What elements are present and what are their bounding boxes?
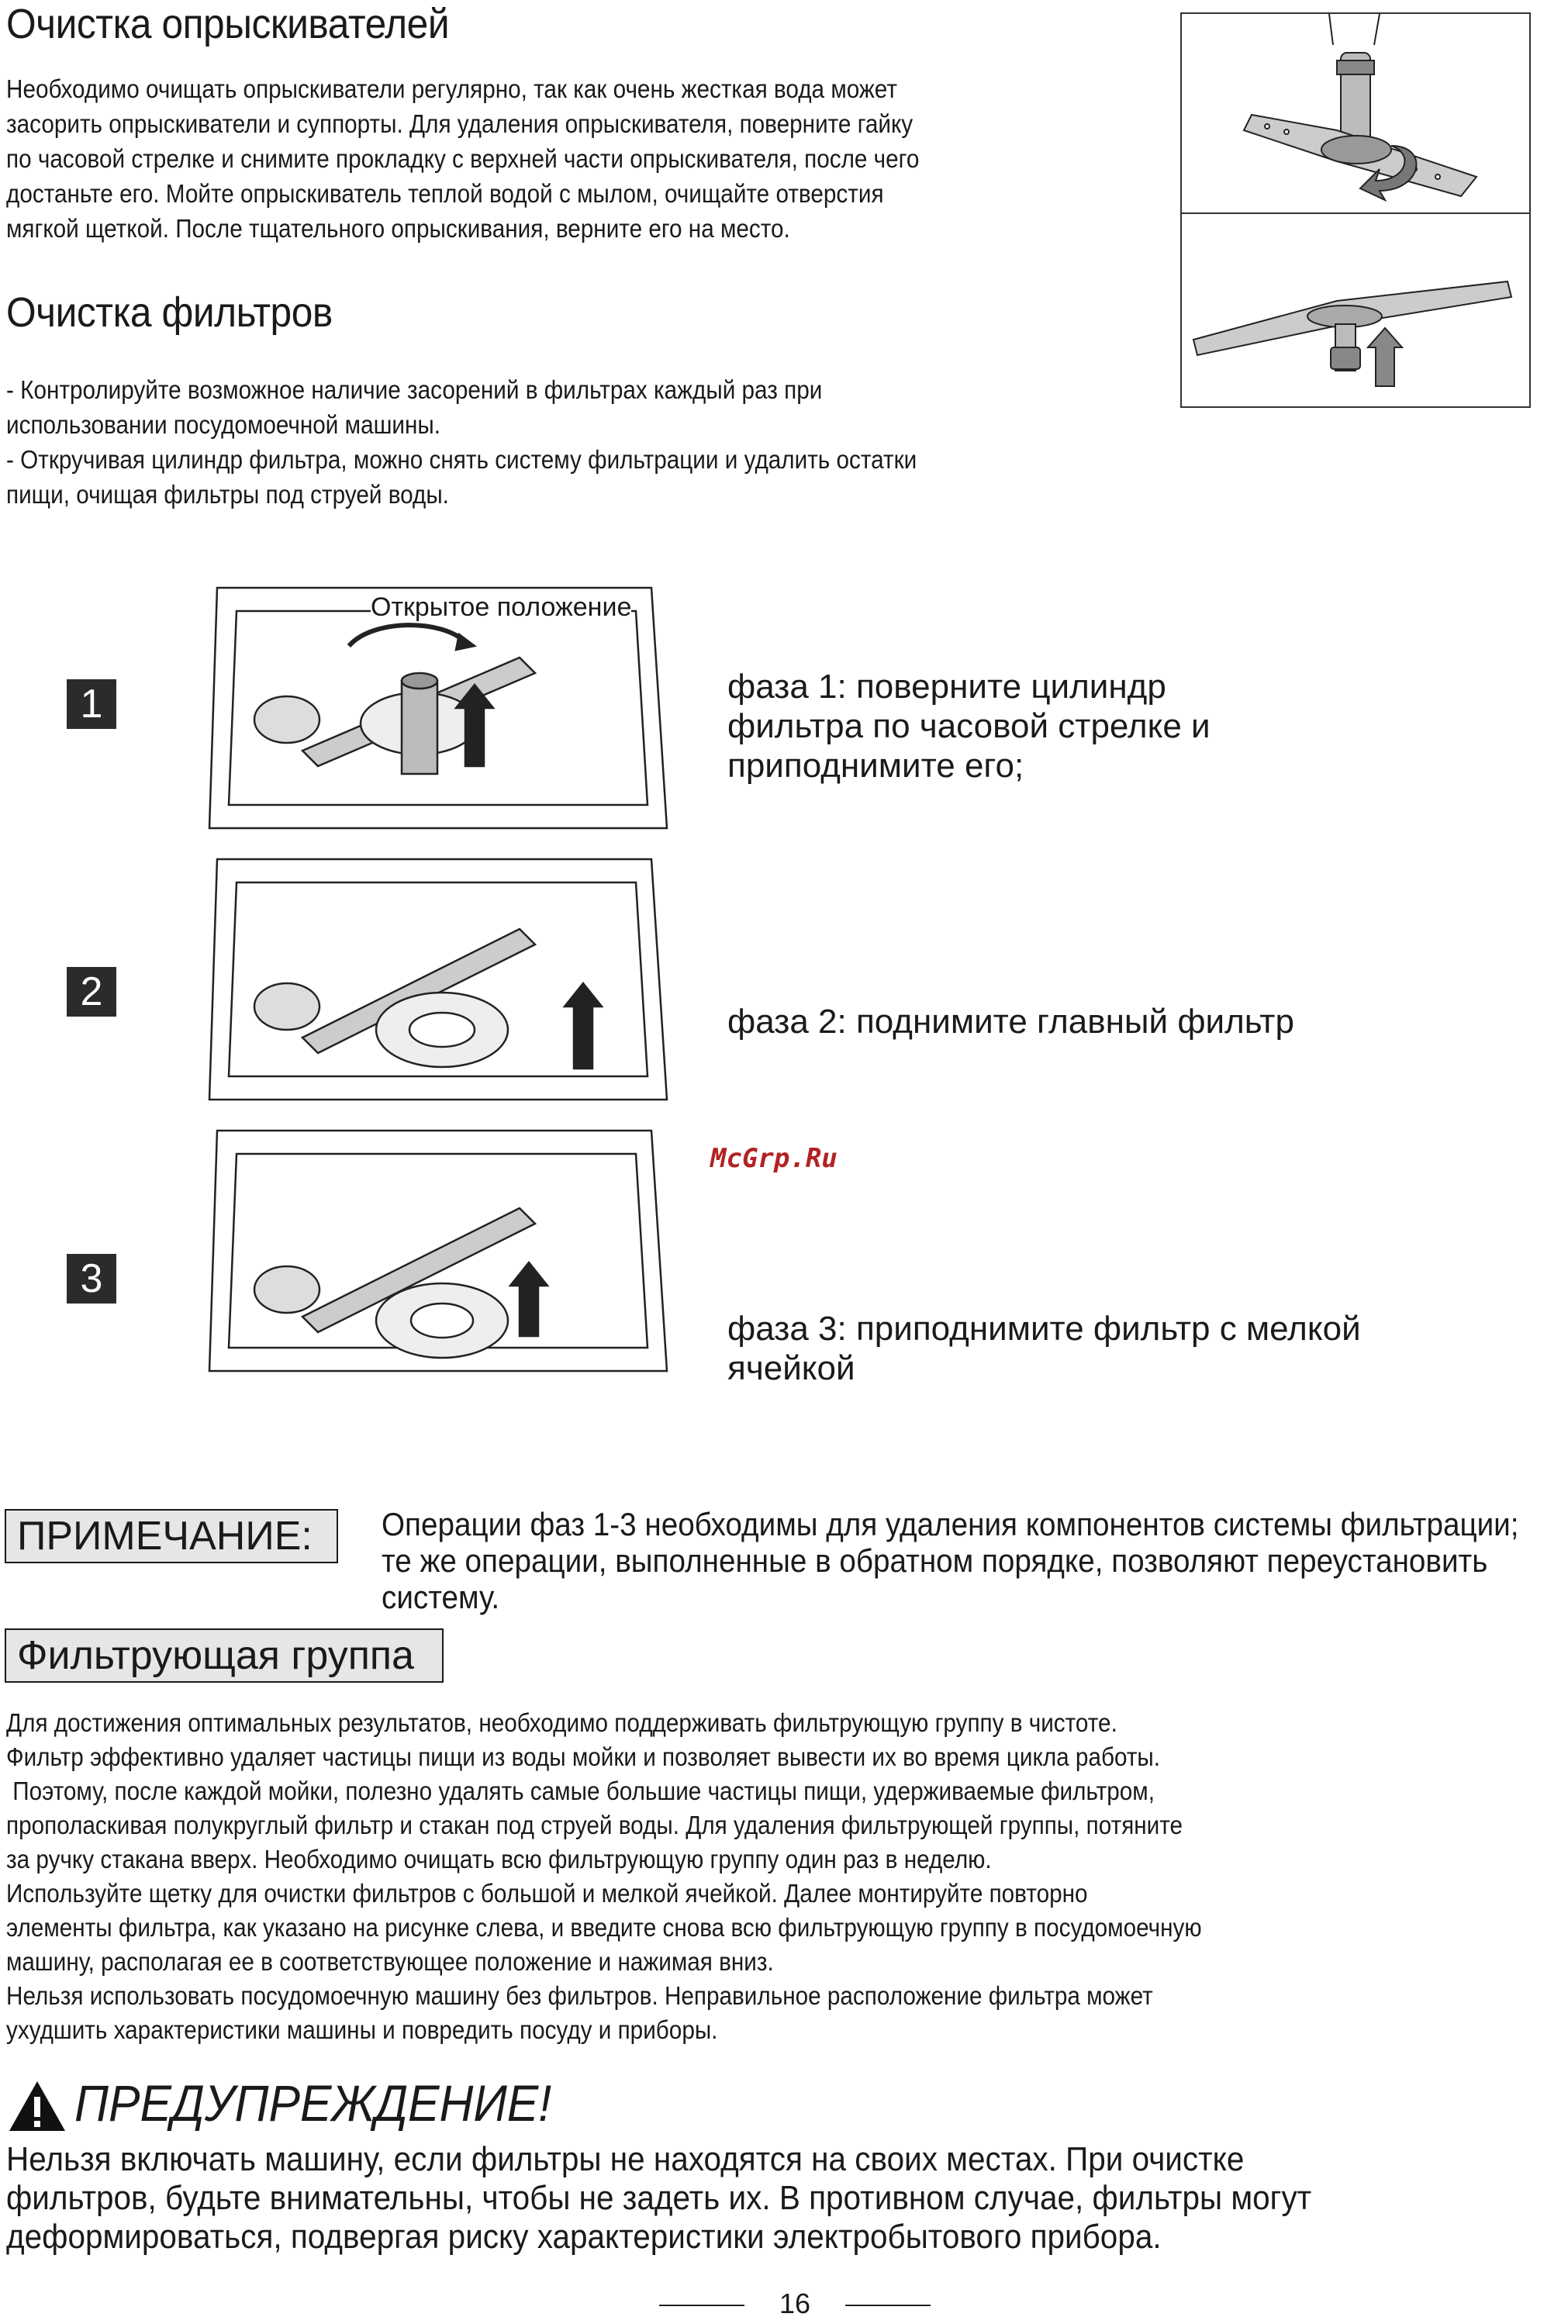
text-line: по часовой стрелке и снимите прокладку с верхней части опрыскивателя, после чего xyxy=(6,144,920,173)
text-line: ячейкой xyxy=(727,1349,855,1387)
text-line: Необходимо очищать опрыскиватели регулярно, так как очень жесткая вода может xyxy=(6,74,897,103)
spray-arm-figure xyxy=(1180,12,1531,408)
text-line: Нельзя использовать посудомоечную машину без фильтров. Неправильное расположение фильтра может xyxy=(6,1981,1153,2010)
spray-arm-illustration xyxy=(1182,14,1529,406)
text-line: фаза 2: поднимите главный фильтр xyxy=(727,1003,1294,1041)
warning-title: ПРЕДУПРЕЖДЕНИЕ! xyxy=(74,2074,552,2132)
note-label: ПРИМЕЧАНИЕ: xyxy=(5,1509,338,1563)
text-line: Нельзя включать машину, если фильтры не находятся на своих местах. При очистке xyxy=(6,2140,1245,2178)
text-line: деформироваться, подвергая риску характеристики электробытового прибора. xyxy=(6,2218,1162,2256)
footer-rule-left xyxy=(659,2305,744,2306)
spray-arms-paragraph xyxy=(6,71,919,246)
phase-2-text xyxy=(727,1002,1294,1041)
text-line: прополаскивая полукруглый фильтр и стакан под струей воды. Для удаления фильтрующей группы, потяните xyxy=(6,1811,1183,1839)
text-line: Поэтому, после каждой мойки, полезно удалять самые большие частицы пищи, удерживаемые фильтром, xyxy=(6,1777,1155,1805)
watermark: McGrp.Ru xyxy=(710,1143,838,1174)
filters-paragraph xyxy=(6,372,917,512)
section-title-spray-arms: Очистка опрыскивателей xyxy=(6,1,450,47)
text-line: машину, располагая ее в соответствующее положение и нажимая вниз. xyxy=(6,1947,774,1976)
text-line: приподнимите его; xyxy=(727,747,1024,785)
text-line: ухудшить характеристики машины и повредить посуду и приборы. xyxy=(6,2015,718,2044)
text-line: - Откручивая цилиндр фильтра, можно снять систему фильтрации и удалить остатки xyxy=(6,445,917,474)
phase-3-text xyxy=(727,1309,1361,1388)
step-badge-1: 1 xyxy=(67,679,116,729)
text-line: Используйте щетку для очистки фильтров с большой и мелкой ячейкой. Далее монтируйте повторно xyxy=(6,1879,1088,1908)
text-line: Фильтр эффективно удаляет частицы пищи из воды мойки и позволяет вывести их во время цикла работы. xyxy=(6,1742,1161,1771)
text-line: засорить опрыскиватели и суппорты. Для удаления опрыскивателя, поверните гайку xyxy=(6,109,914,138)
text-line: мягкой щеткой. После тщательного опрыскивания, верните его на место. xyxy=(6,214,790,243)
text-line: фильтров, будьте внимательны, чтобы не задеть их. В противном случае, фильтры могут xyxy=(6,2179,1312,2217)
filter-removal-illustration xyxy=(186,572,682,1433)
text-line: систему. xyxy=(382,1579,500,1615)
text-line: элементы фильтра, как указано на рисунке слева, и введите снова всю фильтрующую группу в посудомоечную xyxy=(6,1913,1202,1942)
text-line: использовании посудомоечной машины. xyxy=(6,410,441,439)
text-line: пищи, очищая фильтры под струей воды. xyxy=(6,480,449,509)
text-line: фаза 3: приподнимите фильтр с мелкой xyxy=(727,1310,1361,1348)
note-text xyxy=(382,1506,1518,1615)
warning-text xyxy=(6,2140,1311,2257)
page-number: 16 xyxy=(779,2288,811,2319)
filter-group-paragraph xyxy=(6,1706,1202,2047)
text-line: Операции фаз 1-3 необходимы для удаления компонентов системы фильтрации; xyxy=(382,1506,1519,1542)
footer-rule-right xyxy=(845,2305,931,2306)
text-line: те же операции, выполненные в обратном порядке, позволяют переустановить xyxy=(382,1542,1488,1579)
step-badge-2: 2 xyxy=(67,967,116,1017)
phase-1-text xyxy=(727,667,1211,786)
step-badge-3: 3 xyxy=(67,1254,116,1304)
filter-group-label: Фильтрующая группа xyxy=(5,1628,444,1683)
text-line: фильтра по часовой стрелке и xyxy=(727,707,1211,745)
text-line: достаньте его. Мойте опрыскиватель теплой водой с мылом, очищайте отверстия xyxy=(6,179,884,208)
text-line: - Контролируйте возможное наличие засорений в фильтрах каждый раз при xyxy=(6,375,823,404)
text-line: Для достижения оптимальных результатов, необходимо поддерживать фильтрующую группу в чистоте. xyxy=(6,1708,1117,1737)
section-title-filters: Очистка фильтров xyxy=(6,289,333,336)
text-line: фаза 1: поверните цилиндр xyxy=(727,668,1166,706)
open-position-label: Открытое положение xyxy=(371,592,632,622)
warning-icon xyxy=(6,2078,68,2134)
text-line: за ручку стакана вверх. Необходимо очищать всю фильтрующую группу один раз в неделю. xyxy=(6,1845,992,1873)
